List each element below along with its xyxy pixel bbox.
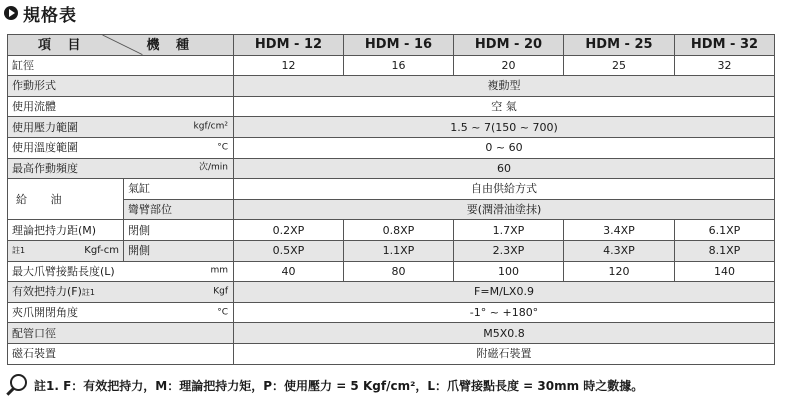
row-label bbox=[8, 137, 234, 158]
header-model: HDM - 16 bbox=[344, 35, 454, 56]
cell-value: 120 bbox=[564, 261, 675, 282]
play-circle-icon bbox=[4, 6, 18, 20]
row-label: 作動形式 bbox=[8, 76, 234, 97]
cell-value: 40 bbox=[234, 261, 344, 282]
spec-table bbox=[7, 34, 775, 365]
row-label bbox=[8, 117, 234, 138]
footnote-text: 註1. F：有效把持力，M：理論把持力矩，P：使用壓力 = 5 Kgf/cm²，L：爪臂接點長度 = 30mm 時之數據。 bbox=[34, 378, 644, 393]
cell-value: 附磁石裝置 bbox=[234, 343, 775, 364]
cell-value: -1° ~ +180° bbox=[234, 302, 775, 323]
row-label-text: 最高作動頻度 bbox=[12, 161, 78, 175]
sub-label: 彎臂部位 bbox=[124, 199, 234, 220]
sub-label: 開側 bbox=[124, 240, 234, 261]
cell-value: 0 ~ 60 bbox=[234, 137, 775, 158]
row-lubrication-arm bbox=[8, 199, 775, 220]
cell-value: 16 bbox=[344, 55, 454, 76]
cell-value: 20 bbox=[454, 55, 564, 76]
cell-value: 12 bbox=[234, 55, 344, 76]
cell-value: 1.1XP bbox=[344, 240, 454, 261]
row-label bbox=[8, 158, 234, 179]
header-model: HDM - 12 bbox=[234, 35, 344, 56]
note-marker: 註1 bbox=[12, 245, 26, 255]
header-model: HDM - 20 bbox=[454, 35, 564, 56]
cell-value: 4.3XP bbox=[564, 240, 675, 261]
row-label-text: 最大爪臂接點長度(L) bbox=[12, 264, 115, 278]
row-max-length bbox=[8, 261, 775, 282]
row-label-text: 使用溫度範圍 bbox=[12, 141, 78, 155]
cell-value: 複動型 bbox=[234, 76, 775, 97]
note-marker: 註1 bbox=[81, 288, 96, 298]
row-label bbox=[8, 261, 234, 282]
cell-value: 2.3XP bbox=[454, 240, 564, 261]
cell-value: 80 bbox=[344, 261, 454, 282]
cell-value: 3.4XP bbox=[564, 220, 675, 241]
footnote bbox=[6, 374, 643, 396]
cell-value: M5X0.8 bbox=[234, 323, 775, 344]
row-label: 磁石裝置 bbox=[8, 343, 234, 364]
row-frequency bbox=[8, 158, 775, 179]
row-temperature bbox=[8, 137, 775, 158]
row-port bbox=[8, 323, 775, 344]
row-label bbox=[8, 282, 234, 303]
cell-value: 140 bbox=[675, 261, 775, 282]
title-bar bbox=[4, 2, 77, 24]
row-unit: mm bbox=[210, 265, 228, 276]
row-label: 配管口徑 bbox=[8, 323, 234, 344]
cell-value: F=M/LX0.9 bbox=[234, 282, 775, 303]
sub-label: 閉側 bbox=[124, 220, 234, 241]
sub-label: 氣缸 bbox=[124, 179, 234, 200]
cell-value: 0.8XP bbox=[344, 220, 454, 241]
row-action bbox=[8, 76, 775, 97]
row-unit: kgf/cm² bbox=[193, 121, 228, 132]
cell-value: 空 氣 bbox=[234, 96, 775, 117]
row-label: 使用流體 bbox=[8, 96, 234, 117]
row-unit: °C bbox=[217, 142, 228, 153]
row-unit: °C bbox=[217, 307, 228, 318]
page-title: 規格表 bbox=[23, 5, 77, 26]
cell-value: 要(潤滑油塗抹) bbox=[234, 199, 775, 220]
cell-value: 自由供給方式 bbox=[234, 179, 775, 200]
row-label bbox=[8, 240, 124, 261]
header-item-label: 項 目 bbox=[38, 38, 87, 53]
row-fluid bbox=[8, 96, 775, 117]
cell-value: 25 bbox=[564, 55, 675, 76]
row-label-text: 夾爪開閉角度 bbox=[12, 306, 78, 320]
row-unit: Kgf-cm bbox=[84, 244, 119, 256]
row-unit: Kgf bbox=[213, 286, 228, 297]
header-model: HDM - 25 bbox=[564, 35, 675, 56]
row-label: 給 油 bbox=[8, 179, 124, 220]
row-angle bbox=[8, 302, 775, 323]
row-label-text: 使用壓力範圍 bbox=[12, 120, 78, 134]
cell-value: 6.1XP bbox=[675, 220, 775, 241]
row-label: 理論把持力距(M) bbox=[8, 220, 124, 241]
row-grip-force bbox=[8, 282, 775, 303]
header-model: HDM - 32 bbox=[675, 35, 775, 56]
cell-value: 0.2XP bbox=[234, 220, 344, 241]
header-model-label: 機 種 bbox=[146, 38, 195, 53]
row-magnet bbox=[8, 343, 775, 364]
row-bore bbox=[8, 55, 775, 76]
magnifier-icon bbox=[6, 374, 28, 396]
row-label bbox=[8, 302, 234, 323]
cell-value: 32 bbox=[675, 55, 775, 76]
row-lubrication-cylinder bbox=[8, 179, 775, 200]
cell-value: 0.5XP bbox=[234, 240, 344, 261]
row-torque-close bbox=[8, 220, 775, 241]
row-label-text: 有效把持力(F) bbox=[12, 285, 82, 299]
row-pressure bbox=[8, 117, 775, 138]
header-corner-cell bbox=[8, 35, 234, 56]
row-torque-open bbox=[8, 240, 775, 261]
cell-value: 100 bbox=[454, 261, 564, 282]
row-label: 缸徑 bbox=[8, 55, 234, 76]
row-unit: 次/min bbox=[198, 162, 228, 173]
cell-value: 8.1XP bbox=[675, 240, 775, 261]
table-header-row bbox=[8, 35, 775, 56]
cell-value: 60 bbox=[234, 158, 775, 179]
cell-value: 1.5 ~ 7(150 ~ 700) bbox=[234, 117, 775, 138]
cell-value: 1.7XP bbox=[454, 220, 564, 241]
